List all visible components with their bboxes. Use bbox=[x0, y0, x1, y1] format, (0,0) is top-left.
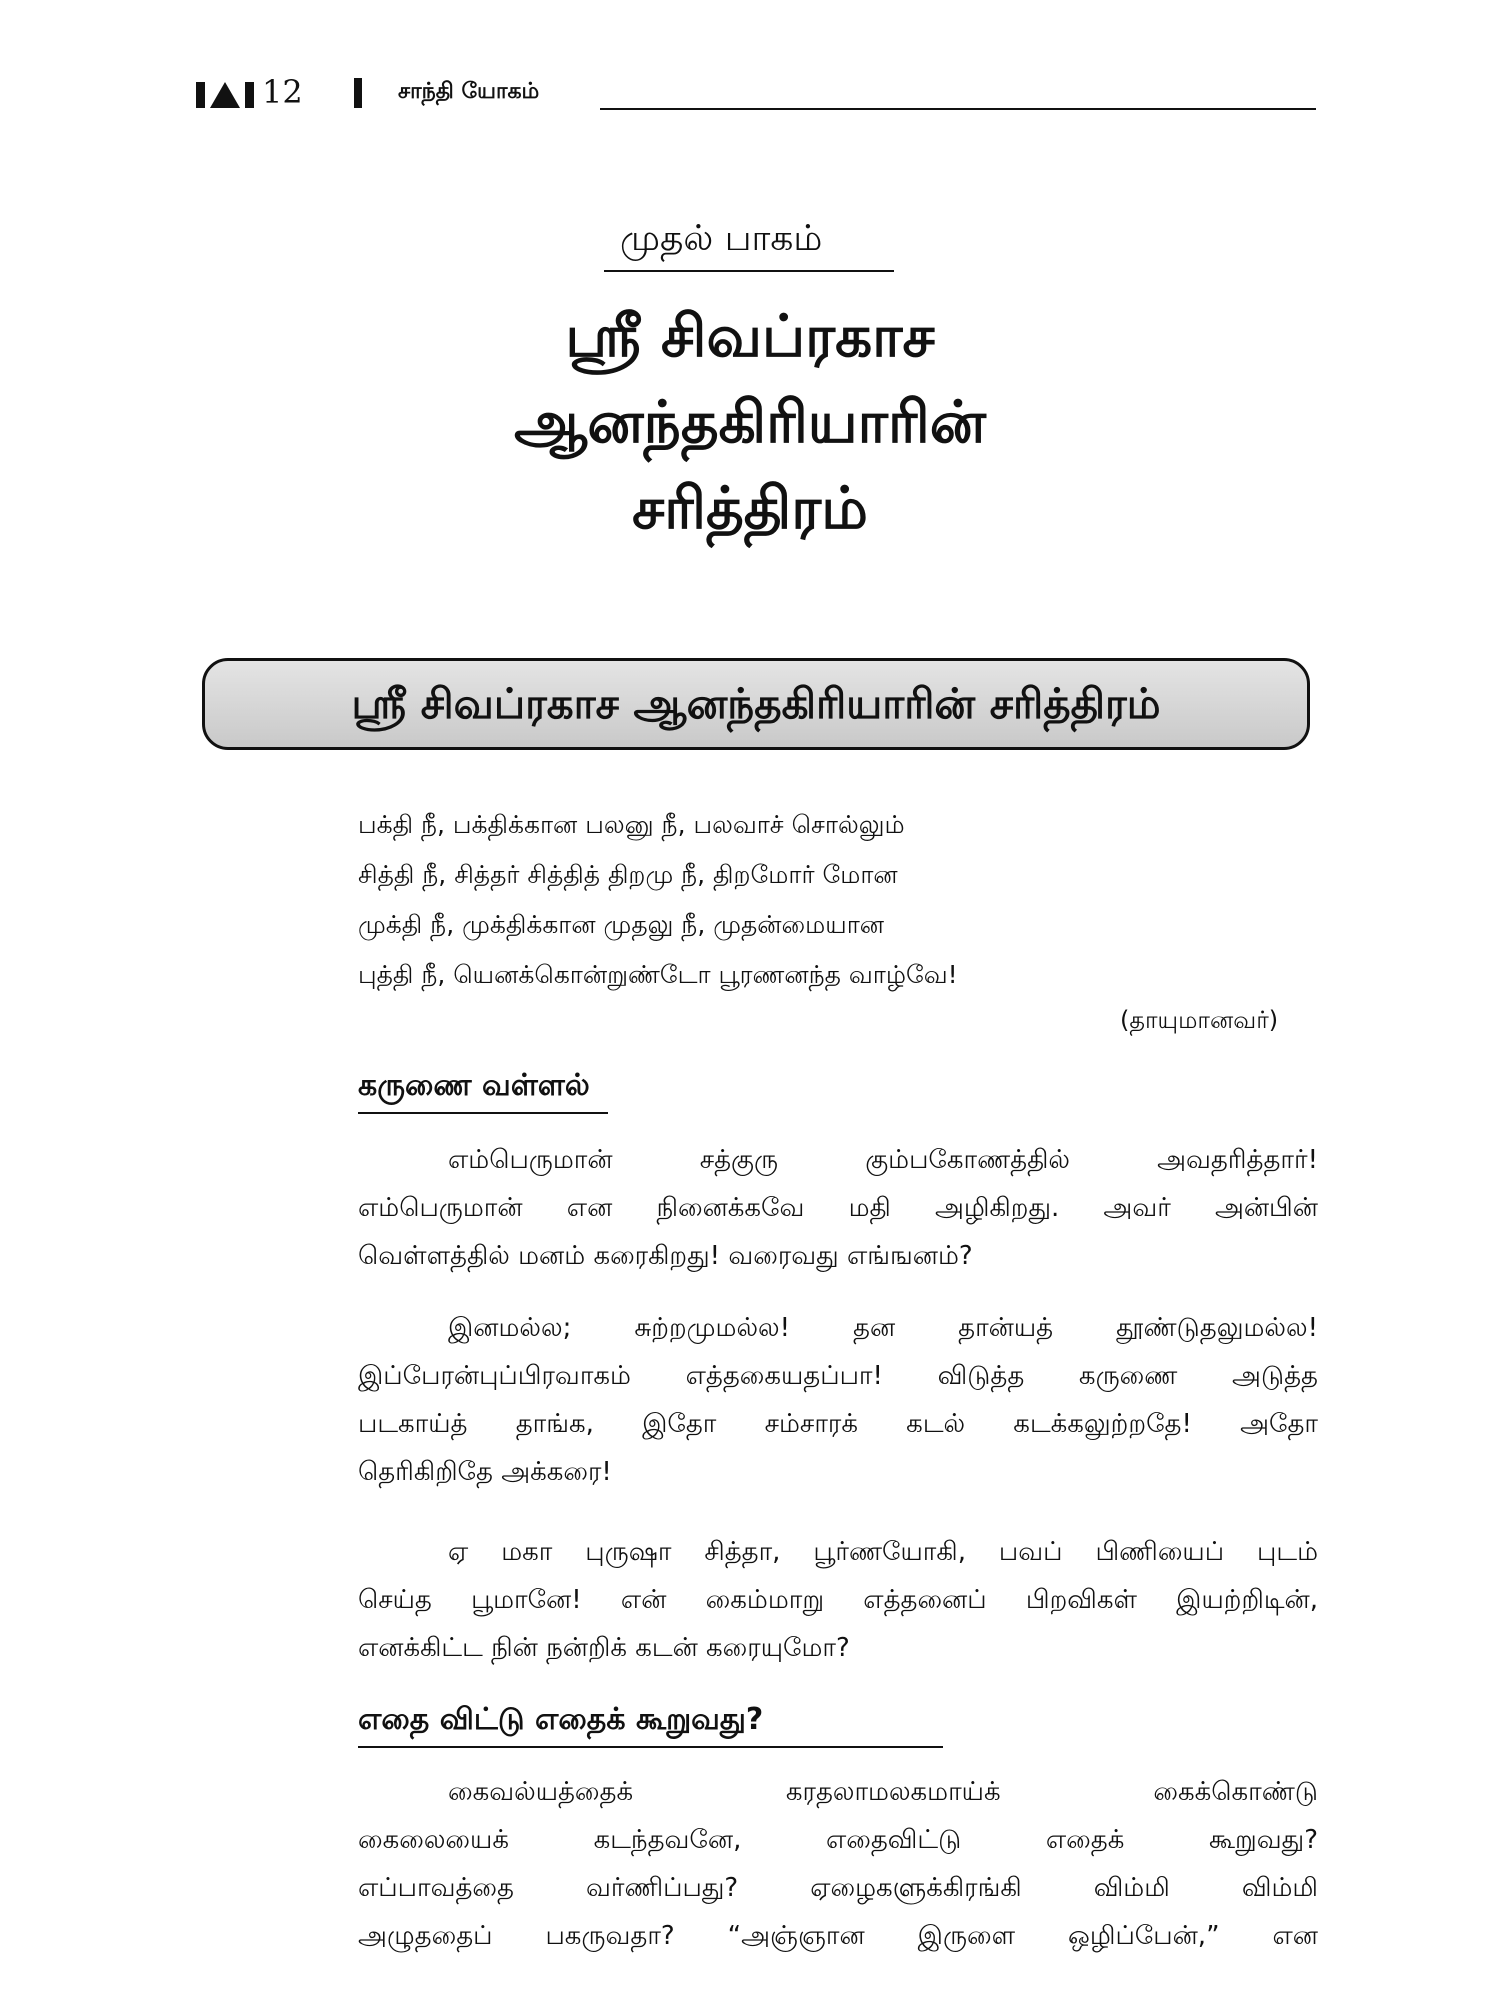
page-number: 12 bbox=[262, 73, 303, 111]
chapter-title-line-2: ஆனந்தகிரியாரின் bbox=[514, 388, 986, 456]
book-title: சாந்தி யோகம் bbox=[398, 79, 540, 104]
section-heading: கருணை வள்ளல் bbox=[358, 1068, 590, 1103]
section-heading-underline bbox=[358, 1112, 608, 1114]
paragraph-line: ஏ மகா புருஷா சித்தா, பூர்ணயோகி, பவப் பிணியைப் புடம் bbox=[448, 1537, 1318, 1567]
paragraph-line: தெரிகிறிதே அக்கரை! bbox=[358, 1457, 612, 1487]
paragraph bbox=[358, 1528, 1318, 1672]
section-heading: எதை விட்டு எதைக் கூறுவது? bbox=[358, 1702, 764, 1737]
paragraph-line: எம்பெருமான் என நினைக்கவே மதி அழிகிறது. அவர் அன்பின் bbox=[358, 1193, 1318, 1223]
paragraph-line: கைலையைக் கடந்தவனே, எதைவிட்டு எதைக் கூறுவது? bbox=[358, 1825, 1318, 1855]
paragraph-line: இப்பேரன்புப்பிரவாகம் எத்தகையதப்பா! விடுத்த கருணை அடுத்த bbox=[358, 1361, 1318, 1391]
verse-attribution: (தாயுமானவர்) bbox=[1120, 1006, 1279, 1034]
header-rule bbox=[600, 108, 1316, 110]
paragraph bbox=[358, 1136, 1318, 1280]
paragraph-line: கைவல்யத்தைக் கரதலாமலகமாய்க் கைக்கொண்டு bbox=[448, 1777, 1318, 1807]
chapter-title-line-1: ஸ்ரீ சிவப்ரகாச bbox=[565, 302, 935, 370]
paragraph-line: படகாய்த் தாங்க, இதோ சம்சாரக் கடல் கடக்கலுற்றதே! அதோ bbox=[358, 1409, 1318, 1439]
paragraph-line: வெள்ளத்தில் மனம் கரைகிறது! வரைவது எங்ஙனம்? bbox=[358, 1241, 973, 1271]
part-label: முதல் பாகம் bbox=[620, 218, 823, 259]
part-underline bbox=[604, 270, 894, 272]
chapter-banner bbox=[202, 658, 1310, 750]
verse-line: முக்தி நீ, முக்திக்கான முதலு நீ, முதன்மையான bbox=[358, 910, 885, 939]
verse-line: பக்தி நீ, பக்திக்கான பலனு நீ, பலவாச் சொல்லும் bbox=[358, 810, 905, 839]
paragraph bbox=[358, 1304, 1318, 1496]
paragraph bbox=[358, 1768, 1318, 1960]
paragraph-line: செய்த பூமானே! என் கைம்மாறு எத்தனைப் பிறவிகள் இயற்றிடின், bbox=[358, 1585, 1318, 1615]
paragraph-line: எப்பாவத்தை வர்ணிப்பது? ஏழைகளுக்கிரங்கி விம்மி விம்மி bbox=[358, 1873, 1318, 1903]
page-header bbox=[196, 72, 1316, 112]
paragraph-line: இனமல்ல; சுற்றமுமல்ல! தன தான்யத் தூண்டுதலுமல்ல! bbox=[448, 1313, 1318, 1343]
header-separator bbox=[354, 78, 362, 108]
section-heading-underline bbox=[358, 1746, 943, 1748]
verse-line: புத்தி நீ, யெனக்கொன்றுண்டோ பூரணனந்த வாழ்வே! bbox=[358, 960, 958, 989]
banner-title: ஸ்ரீ சிவப்ரகாச ஆனந்தகிரியாரின் சரித்திரம் bbox=[351, 679, 1161, 728]
chapter-title-line-3: சரித்திரம் bbox=[632, 474, 868, 542]
paragraph-line: எம்பெருமான் சத்குரு கும்பகோணத்தில் அவதரித்தார்! bbox=[448, 1145, 1318, 1175]
publisher-logo-icon bbox=[196, 80, 254, 110]
paragraph-line: எனக்கிட்ட நின் நன்றிக் கடன் கரையுமோ? bbox=[358, 1633, 850, 1663]
verse-line: சித்தி நீ, சித்தர் சித்தித் திறமு நீ, திறமோர் மோன bbox=[358, 860, 898, 889]
paragraph-line: அழுததைப் பகருவதா? “அஞ்ஞான இருளை ஒழிப்பேன்,” என bbox=[358, 1921, 1318, 1951]
